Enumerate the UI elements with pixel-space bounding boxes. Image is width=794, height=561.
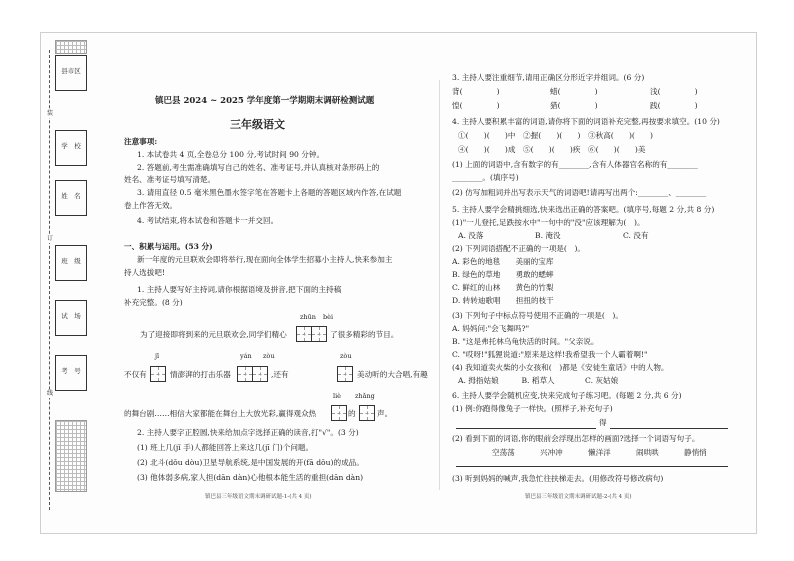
answer-line[interactable] xyxy=(610,428,728,429)
question-1: 补充完整。(8 分) xyxy=(124,298,183,307)
name-field[interactable] xyxy=(55,180,87,216)
pinyin: zòu xyxy=(263,352,275,360)
exam-room-field[interactable] xyxy=(55,300,87,336)
notice-item: 4. 考试结束,将本试卷和答题卡一并交回。 xyxy=(137,216,279,225)
word-choice: 闹哄哄 xyxy=(636,448,659,457)
option: C. 鲜红的山林 黄色的竹梨 xyxy=(452,283,554,292)
question-5-item: (1)"一儿登托,足跌按水中"一句中的"没"应该理解为( )。 xyxy=(452,218,645,227)
page-divider xyxy=(439,80,440,490)
notice-heading: 注意事项: xyxy=(124,137,158,146)
option: A. 彩色的地毯 美丽的宝库 xyxy=(452,257,554,266)
option: B. 淹没 xyxy=(535,231,561,240)
cut-label: 装 xyxy=(46,110,53,117)
char-group xyxy=(650,101,698,111)
q3-char: 浅( xyxy=(650,87,661,96)
class-field[interactable] xyxy=(55,245,87,281)
barcode-grid xyxy=(55,40,87,54)
question-4-sub: (2) 仿写加粗词并出写表示天气的词语吧!请再写出两个:________、________ xyxy=(452,188,707,197)
exam-title: 镇巴县 2024 ~ 2025 学年度第一学期期末调研检测试题 xyxy=(155,96,375,106)
option: A. 拇指姑娘 B. 稻草人 C. 灰姑娘 xyxy=(458,376,619,385)
option: C. "哎呀!"狐狸说道:"原来是这样!我希望我一个人霸着啊!" xyxy=(452,350,648,359)
q3-paren: ) xyxy=(594,87,598,96)
char-group xyxy=(550,101,598,111)
student-info-sidebar xyxy=(44,50,96,510)
question-6-item: (1) 例:你跑得像兔子一样快。(照样子,补充句子) xyxy=(452,404,613,413)
word-choice: 懒洋洋 xyxy=(588,448,611,457)
pinyin: bèi xyxy=(323,313,334,321)
question-5-item: (4) 我知道卖火柴的小女孩和( )都是《安徒生童话》中的人物。 xyxy=(452,363,669,372)
word-choice: 静悄悄 xyxy=(684,448,707,457)
pinyin: jī xyxy=(155,352,160,360)
question-5: 5. 主持人要学会精挑细选,快来选出正确的答案吧。(填序号,每题 2 分,共 8 分) xyxy=(452,205,715,214)
option: A. 妈妈问:"会飞舞吗?" xyxy=(452,324,530,333)
fill-text: 情澎湃的打击乐器 xyxy=(170,370,231,379)
fill-text: 不仅有 xyxy=(124,370,147,379)
char-box[interactable] xyxy=(337,366,353,382)
question-2-item: (3) 他体弱多病,家人担(dān dàn)心他根本能生活的重担(dān dàn) xyxy=(137,473,364,482)
barcode-grid xyxy=(55,420,87,492)
q3-char: 猎( xyxy=(550,101,561,110)
char-group xyxy=(452,101,500,111)
question-4: 4. 主持人要积累丰富的词语,请你将下面的词语补充完整,再按要求填空。(10 分) xyxy=(452,117,720,126)
q3-paren: ) xyxy=(594,101,598,110)
char-box[interactable] xyxy=(237,366,253,382)
word-choice: 空荡荡 xyxy=(492,448,515,457)
option: B. 绿色的草地 勇敢的蟋蟀 xyxy=(452,270,554,279)
pinyin: zhǎng xyxy=(355,392,375,400)
q3-paren: ) xyxy=(694,101,698,110)
cut-label: 订 xyxy=(46,235,53,242)
notice-item: 3. 请用直径 0.5 毫米黑色墨水签字笔在答题卡上各题的答题区域内作答,在试题 xyxy=(137,188,402,197)
pinyin: liè xyxy=(333,392,342,400)
notice-item: 1. 本试卷共 4 页,全卷总分 100 分,考试时间 90 分钟。 xyxy=(137,150,325,159)
question-5-item: (3) 下列句子中标点符号使用不正确的一项是( )。 xyxy=(452,311,623,320)
option: C. 没有 xyxy=(623,231,649,240)
pinyin: zhūn xyxy=(300,313,316,321)
notice-item: 2. 答题前,考生需准确填写自己的姓名、准考证号,并认真核对条形码上的 xyxy=(137,163,380,172)
question-4-row: ④( )( )成 ⑤( )( )疾 ⑥( )( )美 xyxy=(458,145,646,154)
pinyin: yán xyxy=(240,352,252,360)
fill-text: 的 xyxy=(348,409,356,418)
option: D. 转转迪歌唱 担扭的枝干 xyxy=(452,296,554,305)
county-field[interactable] xyxy=(55,55,87,91)
notice-item: 姓名、准考证号填写清楚。 xyxy=(124,175,216,184)
q3-char: 背( xyxy=(452,87,463,96)
char-group xyxy=(550,87,598,97)
answer-hint: 得 xyxy=(599,418,607,427)
option: A. 没落 xyxy=(458,231,484,240)
q3-char: 惶( xyxy=(452,101,463,110)
field-label: 学 校 xyxy=(61,142,81,150)
char-group xyxy=(650,87,698,97)
cut-line xyxy=(49,50,50,510)
answer-line[interactable] xyxy=(456,466,728,467)
field-label: 考 号 xyxy=(61,367,81,375)
option: B. "这是弗托林乌龟快活的时间。"父亲说。 xyxy=(452,337,599,346)
exam-subject: 三年级语文 xyxy=(230,118,285,131)
q3-char: 蜡( xyxy=(550,87,561,96)
question-2-item: (2) 北斗(dǒu dòu)卫星导航系统,是中国发展的开(fā dǒu)的成品。 xyxy=(137,458,364,467)
char-box[interactable] xyxy=(150,366,166,382)
question-1: 1. 主持人要写好主持词,请你根据语境及拼音,把下面的主持稿 xyxy=(137,285,342,294)
char-box[interactable] xyxy=(296,326,312,342)
fill-text: 的舞台剧……相信大家都能在舞台上大放光彩,赢得观众热 xyxy=(124,409,317,418)
question-6-item: (2) 看到下面的词语,你的眼前会浮现出怎样的画面?选择一个词语写句子。 xyxy=(452,434,700,443)
fill-text: 声。 xyxy=(377,409,393,418)
notice-item: 卷上作答无效。 xyxy=(124,201,178,210)
char-box[interactable] xyxy=(331,405,347,421)
fill-text: 为了迎接即将到来的元旦联欢会,同学们精心 xyxy=(140,330,287,339)
question-2-item: (1) 班上几(jǐ 手)人都能回答上来这几(jī 门)个问题。 xyxy=(137,443,314,452)
fill-text: 了很多精彩的节目。 xyxy=(330,330,399,339)
q3-paren: ) xyxy=(496,101,500,110)
char-box[interactable] xyxy=(252,366,268,382)
fill-text: ,还有 xyxy=(271,370,289,379)
question-4-sub: (1) 上面的词语中,含有数字的有________,含有人体器官名称的有________ xyxy=(452,160,698,169)
question-3: 3. 主持人要注重细节,请用正确区分形近字并组词。(6 分) xyxy=(452,73,645,82)
exam-number-field[interactable] xyxy=(55,355,87,391)
char-box[interactable] xyxy=(311,326,327,342)
answer-line[interactable] xyxy=(456,428,596,429)
intro-text: 持人选拔吧! xyxy=(124,268,166,277)
word-choice: 兴冲冲 xyxy=(540,448,563,457)
field-label: 县市区 xyxy=(61,67,81,75)
q3-char: 践( xyxy=(650,101,661,110)
char-box[interactable] xyxy=(359,405,375,421)
char-group xyxy=(452,87,500,97)
question-6-item: (3) 听到妈妈的喊声,我急忙往扶梯走去。(用修改符号修改病句) xyxy=(452,474,664,483)
question-6: 6. 主持人要学会随机应变,快来完成句子练习吧。(每题 2 分,共 6 分) xyxy=(452,391,682,400)
page-footer: 镇巴县三年级语文期末调研试题-1-(共 4 页) xyxy=(205,494,312,500)
cut-label: 线 xyxy=(46,390,53,397)
field-label: 姓 名 xyxy=(61,192,81,200)
field-label: 试 场 xyxy=(61,312,81,320)
question-5-item: (2) 下列词语搭配不正确的一项是( )。 xyxy=(452,244,586,253)
q3-paren: ) xyxy=(496,87,500,96)
intro-text: 新一年度的元旦联欢会即将举行,现在面向全体学生招募小主持人,快来参加主 xyxy=(137,255,393,264)
field-label: 班 级 xyxy=(61,257,81,265)
section-heading: 一、积累与运用。(53 分) xyxy=(124,242,213,251)
question-2: 2. 主持人要字正腔圆,快来给加点字选择正确的读音,打"√"。(3 分) xyxy=(137,428,359,437)
page-footer: 镇巴县三年级语文期末调研试题-2-(共 4 页) xyxy=(525,494,632,500)
school-field[interactable] xyxy=(55,130,87,166)
question-4-sub: ________。(填序号) xyxy=(452,173,519,182)
pinyin: zòu xyxy=(340,352,352,360)
question-4-row: ①( )( )中 ②握( )( ) ③秋高( )( ) xyxy=(458,131,654,140)
fill-text: 美动听的大合唱,有趣 xyxy=(357,370,428,379)
q3-paren: ) xyxy=(694,87,698,96)
